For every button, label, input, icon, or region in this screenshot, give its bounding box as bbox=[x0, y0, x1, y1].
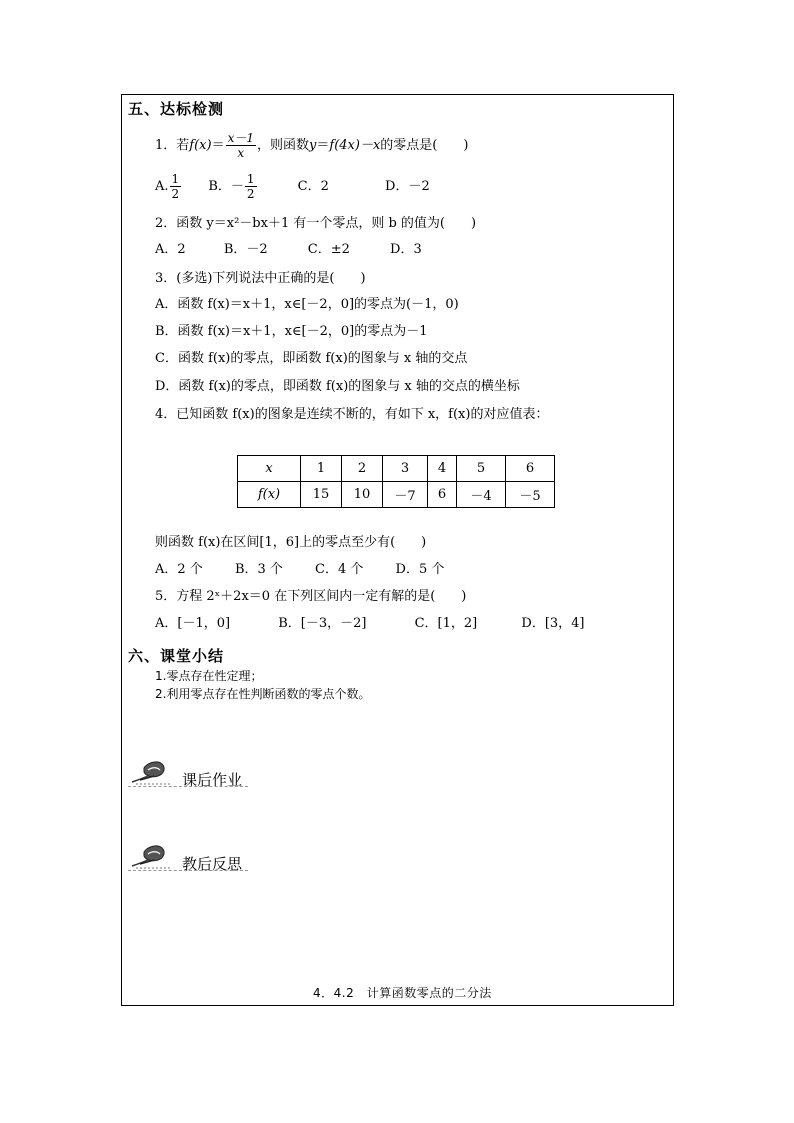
table-cell: 4 bbox=[428, 456, 457, 482]
q3-option-c: C．函数 f(x)的零点，即函数 f(x)的图象与 x 轴的交点 bbox=[155, 351, 468, 366]
table-cell-text: x bbox=[265, 461, 273, 476]
q5-option-b: B．[－3，－2] bbox=[278, 616, 367, 631]
q1-eq: ＝ bbox=[211, 138, 225, 153]
q1-y: y bbox=[309, 138, 317, 153]
q1-options bbox=[155, 172, 430, 201]
q3-option-a: A．函数 f(x)＝x＋1，x∈[－2，0]的零点为(－1，0) bbox=[155, 297, 459, 312]
homework-underline bbox=[128, 786, 248, 787]
q1-option-b-fraction bbox=[245, 172, 257, 201]
homework-heading: 课后作业 bbox=[182, 771, 243, 789]
summary-item-2: 2.利用零点存在性判断函数的零点个数。 bbox=[155, 687, 371, 701]
table-cell: 15 bbox=[301, 482, 342, 508]
q4-option-b: B．3 个 bbox=[234, 562, 283, 577]
table-cell: 10 bbox=[342, 482, 383, 508]
q4-question: 则函数 f(x)在区间[1，6]上的零点至少有( ) bbox=[155, 535, 427, 550]
table-cell: －4 bbox=[457, 482, 506, 508]
q1-option-a-label: A. bbox=[155, 179, 169, 194]
q2-options bbox=[155, 241, 422, 259]
table-cell-text: f(x) bbox=[257, 487, 281, 502]
q1-tail: 的零点是( ) bbox=[380, 138, 469, 153]
table-cell: 5 bbox=[457, 456, 506, 482]
q1-suffix: ，则函数 bbox=[257, 138, 310, 153]
q5-option-c: C．[1，2] bbox=[414, 616, 478, 631]
table-cell: 1 bbox=[301, 456, 342, 482]
table-cell: 3 bbox=[383, 456, 428, 482]
q1-option-a bbox=[155, 172, 182, 201]
q3-option-d: D．函数 f(x)的零点，即函数 f(x)的图象与 x 轴的交点的横坐标 bbox=[155, 379, 520, 394]
q4-options bbox=[155, 561, 444, 579]
q5-option-a: A．[－1，0] bbox=[155, 616, 231, 631]
question-3: 3．(多选)下列说法中正确的是( ) bbox=[155, 271, 366, 286]
writing-hand-icon bbox=[130, 758, 174, 786]
q1-option-b-label: B．－ bbox=[208, 179, 244, 194]
question-1 bbox=[155, 131, 468, 160]
table-cell: －7 bbox=[383, 482, 428, 508]
q2-option-d: D．3 bbox=[390, 242, 422, 257]
question-5: 5．方程 2ˣ＋2x＝0 在下列区间内一定有解的是( ) bbox=[155, 589, 467, 604]
q1-option-d: D．－2 bbox=[385, 179, 430, 194]
table-cell: －5 bbox=[506, 482, 555, 508]
reflection-underline bbox=[128, 870, 248, 871]
q2-option-a: A．2 bbox=[155, 242, 186, 257]
section-6-title: 六、课堂小结 bbox=[128, 647, 225, 665]
value-table bbox=[237, 455, 555, 508]
q1-option-a-numerator: 1 bbox=[171, 172, 180, 186]
table-cell: 6 bbox=[506, 456, 555, 482]
q1-fraction bbox=[226, 131, 256, 160]
question-4: 4．已知函数 f(x)的图象是连续不断的，有如下 x，f(x)的对应值表： bbox=[155, 407, 549, 422]
q1-fx: f(x) bbox=[189, 138, 212, 153]
q5-option-d: D．[3，4] bbox=[521, 616, 585, 631]
q1-fexpr: f(4x)－x bbox=[329, 138, 381, 153]
section-5-title: 五、达标检测 bbox=[128, 100, 225, 118]
table-header-cell bbox=[238, 456, 301, 482]
q4-option-d: D．5 个 bbox=[395, 562, 445, 577]
table-cell: 6 bbox=[428, 482, 457, 508]
q1-fraction-numerator: x－1 bbox=[227, 131, 254, 145]
q1-option-b-denominator: 2 bbox=[246, 187, 255, 201]
table-row bbox=[238, 482, 555, 508]
table-row bbox=[238, 456, 555, 482]
writing-hand-icon bbox=[130, 842, 174, 870]
q5-options bbox=[155, 615, 585, 633]
q1-eq2: ＝ bbox=[316, 138, 330, 153]
q1-option-b bbox=[208, 172, 257, 201]
footer-section-title: 4．4.2 计算函数零点的二分法 bbox=[313, 986, 492, 1000]
table-cell: 2 bbox=[342, 456, 383, 482]
reflection-heading: 教后反思 bbox=[182, 855, 243, 873]
q2-option-b: B．－2 bbox=[223, 242, 268, 257]
q3-option-b: B．函数 f(x)＝x＋1，x∈[－2，0]的零点为－1 bbox=[155, 324, 428, 339]
q4-option-c: C．4 个 bbox=[315, 562, 364, 577]
q1-option-a-denominator: 2 bbox=[171, 187, 180, 201]
q1-prefix: 1．若 bbox=[155, 138, 190, 153]
q1-option-a-fraction bbox=[170, 172, 182, 201]
table-header-cell bbox=[238, 482, 301, 508]
q4-option-a: A．2 个 bbox=[155, 562, 203, 577]
summary-item-1: 1.零点存在性定理； bbox=[155, 669, 263, 683]
q1-fraction-denominator: x bbox=[237, 146, 245, 160]
q2-option-c: C．±2 bbox=[307, 242, 350, 257]
question-2: 2．函数 y＝x²－bx＋1 有一个零点，则 b 的值为( ) bbox=[155, 216, 477, 231]
q1-option-c: C．2 bbox=[297, 179, 329, 194]
q1-option-b-numerator: 1 bbox=[246, 172, 255, 186]
